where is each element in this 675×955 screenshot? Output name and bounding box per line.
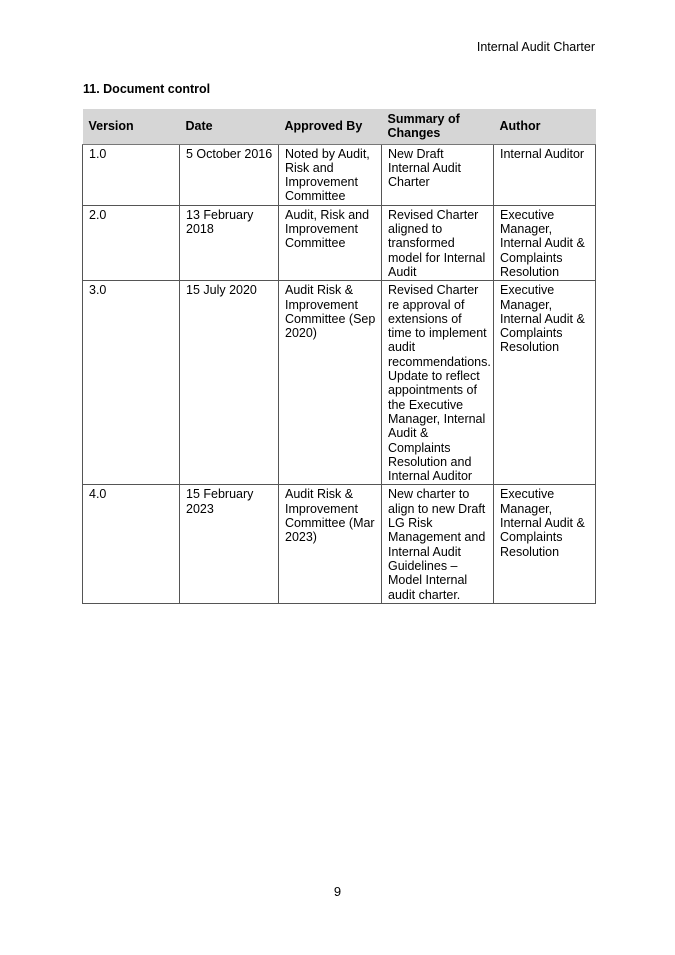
- table-row: [83, 485, 596, 603]
- cell-approved-by: Noted by Audit, Risk and Improvement Committee: [279, 144, 382, 205]
- column-header-approved-by: Approved By: [279, 109, 382, 144]
- table-row: [83, 281, 596, 485]
- cell-summary: New Draft Internal Audit Charter: [382, 144, 494, 205]
- table-header-row: [83, 109, 596, 144]
- section-heading: 11. Document control: [83, 82, 211, 96]
- cell-author: Executive Manager, Internal Audit & Complaints Resolution: [494, 485, 596, 603]
- document-control-table: [82, 109, 596, 604]
- cell-summary: New charter to align to new Draft LG Risk Management and Internal Audit Guidelines – Model Internal audit charter.: [382, 485, 494, 603]
- cell-date: 5 October 2016: [180, 144, 279, 205]
- column-header-version: Version: [83, 109, 180, 144]
- cell-author: Internal Auditor: [494, 144, 596, 205]
- cell-author: Executive Manager, Internal Audit & Complaints Resolution: [494, 281, 596, 485]
- cell-approved-by: Audit Risk & Improvement Committee (Mar 2023): [279, 485, 382, 603]
- cell-approved-by: Audit Risk & Improvement Committee (Sep 2020): [279, 281, 382, 485]
- cell-date: 15 February 2023: [180, 485, 279, 603]
- column-header-summary: Summary of Changes: [382, 109, 494, 144]
- page-number: 9: [333, 884, 342, 899]
- cell-approved-by: Audit, Risk and Improvement Committee: [279, 205, 382, 280]
- cell-version: 3.0: [83, 281, 180, 485]
- cell-author: Executive Manager, Internal Audit & Complaints Resolution: [494, 205, 596, 280]
- running-header: Internal Audit Charter: [476, 40, 595, 54]
- table-row: [83, 144, 596, 205]
- column-header-date: Date: [180, 109, 279, 144]
- cell-version: 4.0: [83, 485, 180, 603]
- table-row: [83, 205, 596, 280]
- cell-date: 15 July 2020: [180, 281, 279, 485]
- cell-summary: Revised Charter re approval of extensions of time to implement audit recommendations. Update to reflect appointments of the Executive Manager, Internal Audit & Complaints Resolution and Internal Auditor: [382, 281, 494, 485]
- cell-summary: Revised Charter aligned to transformed model for Internal Audit: [382, 205, 494, 280]
- cell-version: 2.0: [83, 205, 180, 280]
- cell-version: 1.0: [83, 144, 180, 205]
- column-header-author: Author: [494, 109, 596, 144]
- cell-date: 13 February 2018: [180, 205, 279, 280]
